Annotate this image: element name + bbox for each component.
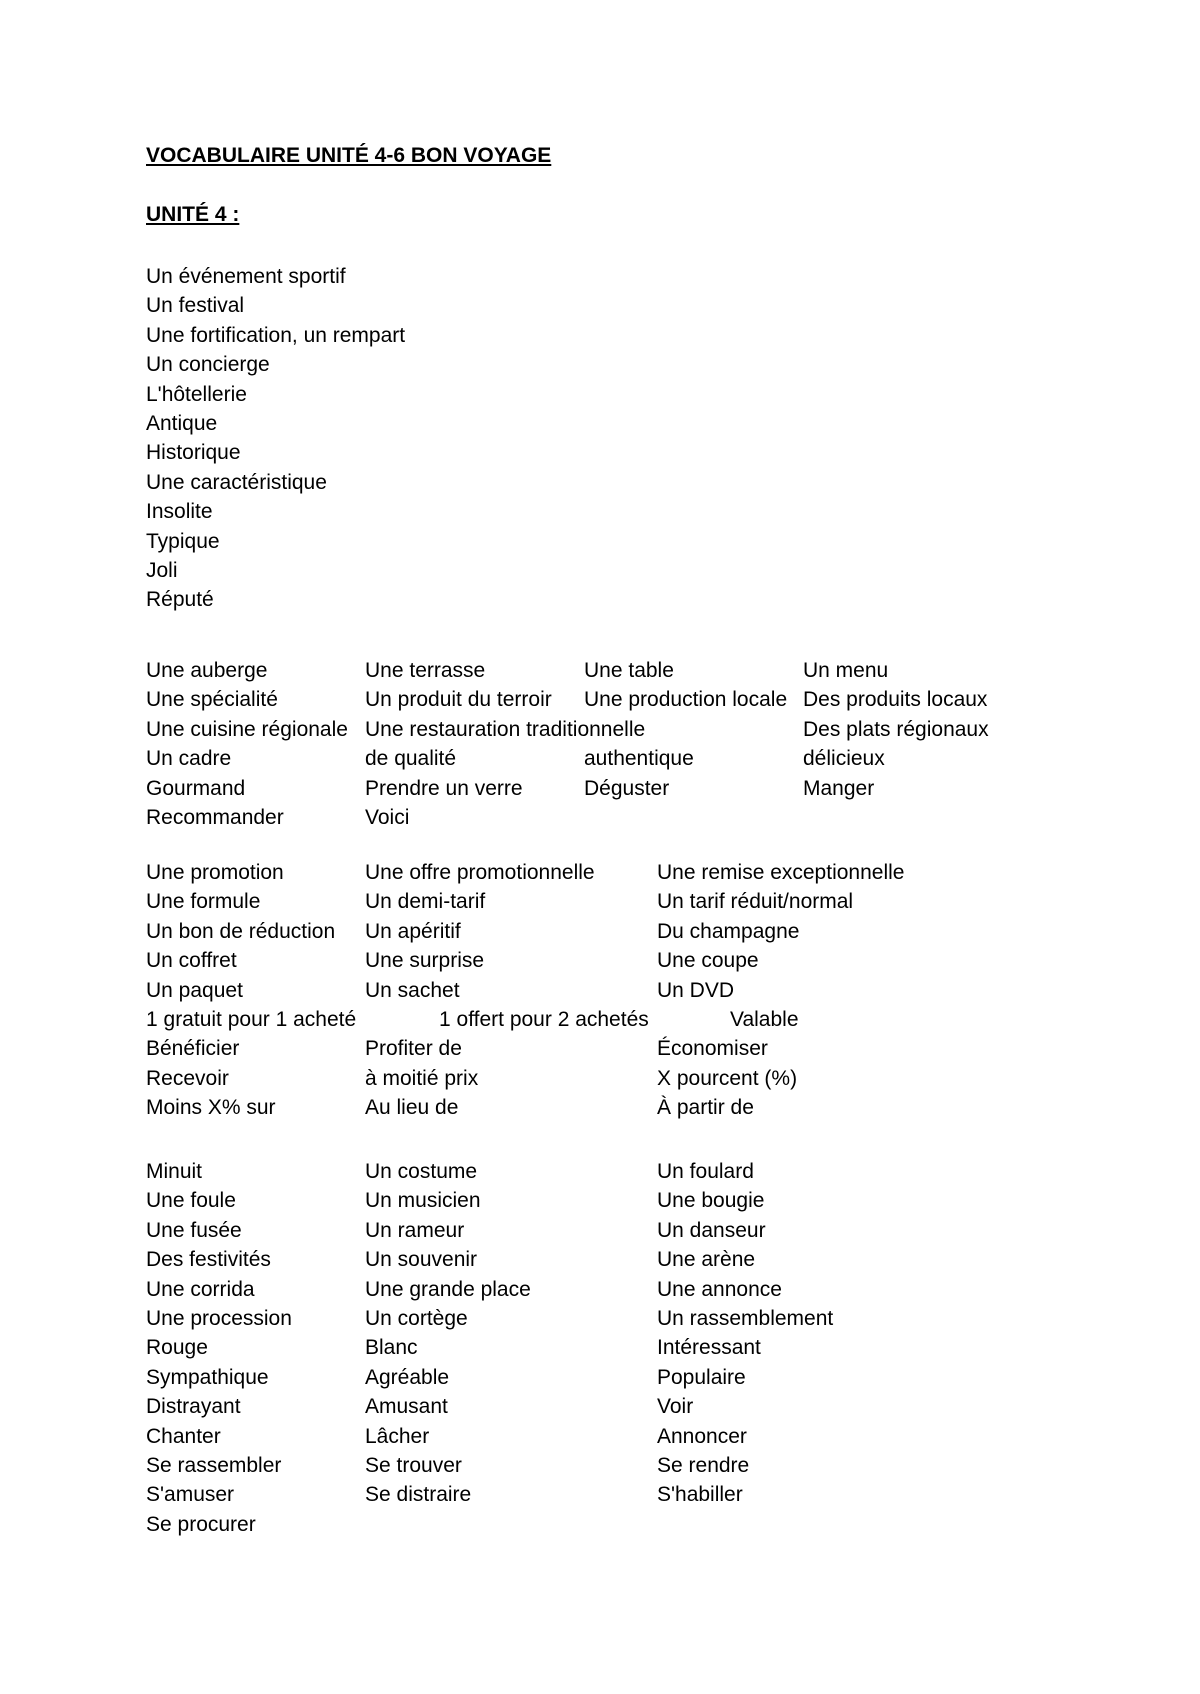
vocab-item: Un cadre [146,747,232,771]
vocab-item: authentique [584,747,694,771]
vocab-item: X pourcent (%) [657,1066,798,1090]
vocab-item: Un menu [803,659,889,682]
vocab-item: S'amuser [146,1483,235,1507]
vocab-item: Un DVD [657,978,735,1002]
vocab-item: Rouge [146,1336,208,1360]
vocab-item: Des produits locaux [803,688,988,712]
vocab-item: Chanter [146,1424,221,1448]
vocab-item: Une cuisine régionale [146,717,348,741]
vocab-row [146,1186,1146,1215]
vocab-item: Une table [584,659,674,682]
vocab-item: S'habiller [657,1483,743,1507]
vocab-item: Un foulard [657,1160,754,1183]
vocab-row [146,774,1146,803]
vocab-item: Une auberge [146,659,268,682]
vocab-item: Insolite [146,500,213,524]
vocab-row [146,715,1146,744]
vocab-row [146,1005,1146,1034]
vocab-item: Déguster [584,776,670,800]
vocab-item: Intéressant [657,1336,761,1360]
vocab-item: Typique [146,529,220,553]
vocab-item: Se procurer [146,1512,256,1536]
vocab-item: Une foule [146,1189,236,1213]
vocab-item: Un apéritif [365,919,461,943]
vocab-item: Gourmand [146,776,246,800]
vocab-row [146,1451,1146,1480]
vocab-item: Voici [365,806,410,829]
vocab-item: 1 offert pour 2 achetés [439,1008,649,1031]
vocab-item: Un souvenir [365,1248,478,1272]
vocab-item: Une formule [146,890,261,914]
vocab-item: Une spécialité [146,688,278,712]
vocab-item: Une offre promotionnelle [365,861,595,884]
vocab-item: Un sachet [365,978,460,1002]
vocab-item: 1 gratuit pour 1 acheté [146,1008,357,1031]
vocab-item: Recevoir [146,1066,229,1090]
vocab-item: Recommander [146,806,284,829]
vocab-item: Un cortège [365,1307,468,1330]
vocab-row [146,1392,1146,1421]
vocab-item: L'hôtellerie [146,382,247,406]
vocab-item: Un événement sportif [146,265,346,288]
vocab-item: Une procession [146,1307,292,1330]
vocab-item: Une grande place [365,1277,531,1301]
unit-heading: UNITÉ 4 : [146,203,240,226]
vocab-item: Distrayant [146,1395,241,1419]
vocab-item: Se trouver [365,1454,462,1477]
vocab-item: Un coffret [146,949,237,973]
vocab-item: Un festival [146,294,245,318]
vocab-item: Un tarif réduit/normal [657,890,854,914]
vocab-item: Agréable [365,1365,450,1389]
vocab-item: Lâcher [365,1424,430,1448]
vocab-item: Réputé [146,588,214,612]
vocab-row [146,1034,1146,1063]
vocab-item: de qualité [365,747,457,771]
vocab-row [146,976,1146,1005]
vocab-item: Une restauration traditionnelle [365,717,646,741]
vocab-item: Se rassembler [146,1454,282,1477]
vocab-row [146,656,1146,685]
vocab-item: Minuit [146,1160,203,1183]
vocab-item: Bénéficier [146,1037,240,1061]
vocab-row [146,1245,1146,1274]
vocab-item: Une fusée [146,1218,242,1242]
vocab-row [146,1093,1146,1122]
vocab-item: Un costume [365,1160,478,1183]
vocab-item: Une arène [657,1248,756,1272]
vocab-item: Antique [146,412,218,435]
vocab-item: Se rendre [657,1454,750,1477]
vocab-row [146,1422,1146,1451]
vocab-item: Une fortification, un rempart [146,323,406,347]
vocab-item: Blanc [365,1336,418,1360]
vocab-item: Une caractéristique [146,470,327,494]
vocab-item: Une surprise [365,949,485,973]
vocab-item: Une bougie [657,1189,765,1213]
vocab-item: Une promotion [146,861,284,884]
vocab-item: Une terrasse [365,659,486,682]
vocab-item: Historique [146,441,241,465]
vocab-item: Une production locale [584,688,788,712]
vocab-item: Moins X% sur [146,1096,276,1120]
vocab-item: Des plats régionaux [803,717,989,741]
vocab-item: Au lieu de [365,1096,459,1120]
vocab-item: Un danseur [657,1218,766,1242]
vocab-item: Un rassemblement [657,1307,834,1330]
document-title: VOCABULAIRE UNITÉ 4-6 BON VOYAGE [146,144,552,167]
vocab-row [146,1216,1146,1245]
vocab-item: Un produit du terroir [365,688,552,712]
vocab-row [146,803,1146,832]
vocab-row [146,1480,1146,1509]
vocab-item: délicieux [803,747,885,771]
vocab-row [146,1510,1146,1539]
vocab-item: Un paquet [146,978,243,1002]
vocab-item: à moitié prix [365,1066,479,1090]
vocab-item: Valable [730,1008,799,1031]
vocab-item: Une corrida [146,1277,255,1301]
vocab-item: Une remise exceptionnelle [657,861,905,884]
vocab-item: Se distraire [365,1483,472,1507]
vocab-row [146,858,1146,887]
vocab-row [146,685,1146,714]
vocab-item: Une annonce [657,1277,782,1301]
vocab-item: Un musicien [365,1189,481,1213]
vocab-item: À partir de [657,1096,754,1120]
vocab-item: Des festivités [146,1248,271,1272]
vocab-item: Une coupe [657,949,759,973]
vocab-item: Amusant [365,1395,448,1419]
vocab-item: Populaire [657,1365,746,1389]
vocab-row [146,917,1146,946]
vocab-row [146,744,1146,773]
vocab-item: Profiter de [365,1037,462,1061]
vocab-item: Manger [803,776,875,800]
vocab-item: Un demi-tarif [365,890,486,914]
vocab-row [146,946,1146,975]
vocab-item: Voir [657,1395,694,1419]
vocab-item: Un concierge [146,353,270,377]
vocab-row [146,1275,1146,1304]
vocab-item: Sympathique [146,1365,269,1389]
vocab-row [146,1064,1146,1093]
vocab-item: Prendre un verre [365,776,523,800]
vocab-item: Économiser [657,1037,768,1061]
vocab-item: Un bon de réduction [146,919,336,943]
vocab-row [146,1363,1146,1392]
vocab-item: Du champagne [657,919,800,943]
vocab-row [146,1333,1146,1362]
vocab-item: Joli [146,559,178,582]
vocab-item: Annoncer [657,1424,747,1448]
vocab-item: Un rameur [365,1218,465,1242]
vocab-row [146,1304,1146,1333]
vocab-row [146,1157,1146,1186]
vocab-row [146,887,1146,916]
